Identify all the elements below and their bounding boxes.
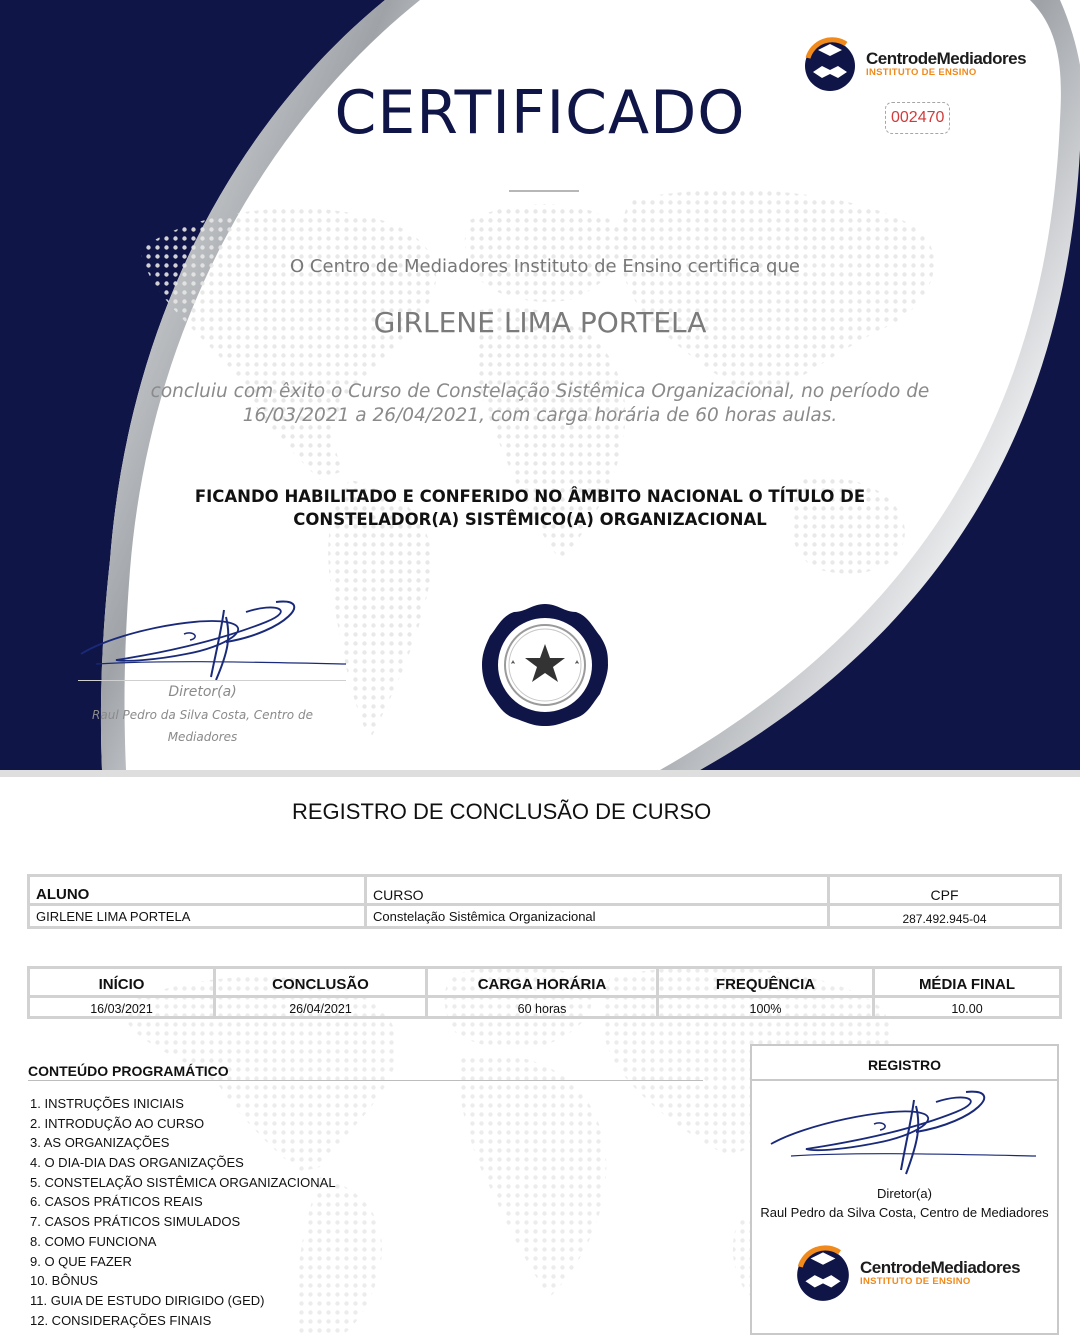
table-row [29, 905, 1061, 928]
list-item: 12. CONSIDERAÇÕES FINAIS [30, 1312, 212, 1328]
institution-logo [792, 1244, 1020, 1302]
table-header-row [29, 876, 1061, 905]
list-item: 7. CASOS PRÁTICOS SIMULADOS [30, 1214, 241, 1230]
signature-person-line1: Raul Pedro da Silva Costa, Centro de [92, 708, 313, 722]
list-item: 1. INSTRUÇÕES INICIAIS [30, 1096, 184, 1111]
list-item: 8. COMO FUNCIONA [30, 1233, 157, 1249]
signature-role: Diretor(a) [168, 684, 237, 700]
registro-box-title-text: REGISTRO [867, 1057, 942, 1073]
program-divider [28, 1080, 703, 1081]
registro-signature-person: Raul Pedro da Silva Costa, Centro de Mediadores [760, 1205, 1049, 1220]
certificate-title: CERTIFICADO [334, 78, 746, 148]
program-title: CONTEÚDO PROGRAMÁTICO [28, 1063, 229, 1079]
certificate-body-line2: 16/03/2021 a 26/04/2021, com carga horária de 60 horas aulas. [242, 405, 838, 426]
signature-line [78, 680, 346, 681]
value-curso: Constelação Sistêmica Organizacional [366, 905, 829, 928]
header-conclusao: CONCLUSÃO [215, 968, 427, 997]
handshake-mortarboard-icon [792, 1244, 854, 1302]
student-name: GIRLENE LIMA PORTELA [373, 306, 707, 339]
header-frequencia: FREQUÊNCIA [658, 968, 874, 997]
list-item: 9. O QUE FAZER [30, 1253, 132, 1269]
table-header-row [29, 968, 1061, 997]
logo-subtitle: INSTITUTO DE ENSINO [860, 1276, 971, 1288]
header-media: MÉDIA FINAL [874, 968, 1061, 997]
value-inicio: 16/03/2021 [29, 997, 215, 1018]
course-details-table [27, 966, 1062, 1019]
handshake-mortarboard-icon [800, 36, 860, 92]
header-cpf: CPF [829, 876, 1061, 905]
habilitation-line2: CONSTELADOR(A) SISTÊMICO(A) ORGANIZACIONAL [293, 510, 767, 529]
list-item: 3. AS ORGANIZAÇÕES [30, 1135, 170, 1151]
signature-person-line2: Mediadores [167, 730, 238, 744]
certificate-body [140, 380, 940, 428]
title-divider [509, 190, 579, 192]
list-item: 10. BÔNUS [30, 1273, 98, 1289]
signature-image [76, 592, 356, 682]
list-item: 11. GUIA DE ESTUDO DIRIGIDO (GED) [30, 1292, 265, 1308]
list-item: 2. INTRODUÇÃO AO CURSO [30, 1115, 205, 1131]
table-row [29, 997, 1061, 1018]
value-conclusao: 26/04/2021 [215, 997, 427, 1018]
registro-section [0, 777, 1080, 1336]
value-carga: 60 horas [427, 997, 658, 1018]
habilitation-line1: FICANDO HABILITADO E CONFERIDO NO ÂMBITO NACIONAL O TÍTULO DE [194, 487, 866, 506]
signature-person [90, 704, 315, 748]
value-frequencia: 100% [658, 997, 874, 1018]
header-curso: CURSO [366, 876, 829, 905]
logo-subtitle: INSTITUTO DE ENSINO [866, 67, 977, 79]
header-carga: CARGA HORÁRIA [427, 968, 658, 997]
list-item: 6. CASOS PRÁTICOS REAIS [30, 1194, 203, 1210]
list-item: 4. O DIA-DIA DAS ORGANIZAÇÕES [30, 1155, 244, 1171]
institution-logo [800, 36, 1026, 92]
logo-name: CentrodeMediadores [866, 49, 1027, 69]
page-separator [0, 770, 1080, 777]
logo-name: CentrodeMediadores [860, 1258, 1021, 1278]
registro-title: REGISTRO DE CONCLUSÃO DE CURSO [292, 799, 712, 824]
registro-signature-role: Diretor(a) [877, 1186, 932, 1201]
registro-box [750, 1044, 1059, 1335]
header-aluno: ALUNO [29, 876, 366, 905]
certificate-body-line1: concluiu com êxito o Curso de Constelação Sistêmica Organizacional, no período de [150, 381, 930, 402]
value-cpf: 287.492.945-04 [829, 905, 1061, 928]
habilitation-statement [170, 485, 890, 531]
registro-box-title [752, 1046, 1057, 1081]
list-item: 5. CONSTELAÇÃO SISTÊMICA ORGANIZACIONAL [30, 1174, 336, 1190]
student-course-table [27, 874, 1062, 929]
program-list [30, 1094, 336, 1330]
value-media: 10.00 [874, 997, 1061, 1018]
director-signature-block [70, 592, 360, 742]
certificate-number: 002470 [885, 102, 950, 134]
signature-image [766, 1086, 1041, 1178]
header-inicio: INÍCIO [29, 968, 215, 997]
value-aluno: GIRLENE LIMA PORTELA [29, 905, 366, 928]
certificate-intro: O Centro de Mediadores Instituto de Ensino certifica que [290, 256, 800, 277]
star-seal-icon [480, 602, 610, 728]
